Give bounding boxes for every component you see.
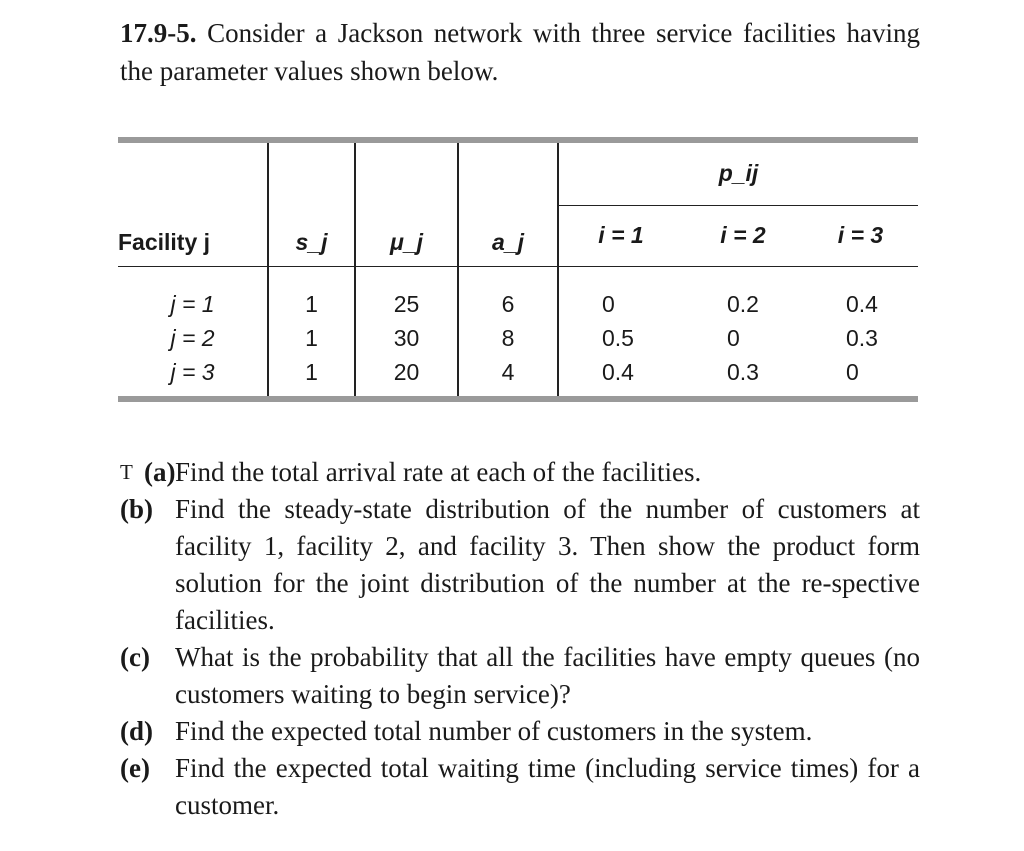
problem-intro xyxy=(120,14,920,90)
parameter-table xyxy=(118,143,918,396)
a-cell: 6 xyxy=(501,290,515,317)
header-facility xyxy=(118,143,268,266)
problem-text: Find the expected total number of customers in the system. xyxy=(175,716,813,746)
p1-column xyxy=(558,266,683,396)
p2-column xyxy=(683,266,803,396)
header-a xyxy=(458,143,558,266)
header-i1-label: i = 1 xyxy=(598,222,644,248)
header-i2 xyxy=(683,205,803,266)
problem-label: (e) xyxy=(120,753,150,783)
header-p-group-label: p_ij xyxy=(718,160,759,187)
a-cell: 4 xyxy=(501,358,515,385)
problem-item xyxy=(120,491,920,639)
a-column xyxy=(458,266,558,396)
problem-text: What is the probability that all the facilities have empty queues (no customers waiting to begin service)? xyxy=(175,642,920,709)
facility-cell: j = 3 xyxy=(170,358,215,385)
problem-text: Find the total arrival rate at each of the facilities. xyxy=(175,457,702,487)
p1-cell: 0 xyxy=(602,290,615,317)
facility-column xyxy=(118,266,268,396)
mu-column xyxy=(355,266,458,396)
p1-cell: 0.4 xyxy=(602,358,634,385)
table-body-row xyxy=(118,266,918,396)
a-cell: 8 xyxy=(501,324,515,351)
p3-cell: 0 xyxy=(846,358,859,385)
table-bottom-rule xyxy=(118,396,918,402)
header-i3 xyxy=(803,205,918,266)
s-cell: 1 xyxy=(305,290,318,317)
header-s-label: s_j xyxy=(295,228,328,255)
facility-cell: j = 2 xyxy=(170,324,215,351)
problem-item xyxy=(120,639,920,713)
problem-label: (b) xyxy=(120,494,153,524)
problem-item xyxy=(120,454,920,491)
problem-label: (d) xyxy=(120,716,153,746)
s-cell: 1 xyxy=(305,358,318,385)
header-i3-label: i = 3 xyxy=(837,222,884,248)
header-facility-label: Facility j xyxy=(118,228,211,255)
header-p-group xyxy=(558,143,918,205)
header-i1 xyxy=(558,205,683,266)
problem-label: (a) xyxy=(144,457,176,487)
p2-cell: 0.3 xyxy=(727,358,759,385)
problem-text: Find the expected total waiting time (including service times) for a customer. xyxy=(175,753,920,820)
problem-text: Find the steady-state distribution of the number of customers at facility 1, facility 2, and facility 3. Then show the product form solution for the joint distribution of the number at the re-spective facilities. xyxy=(175,494,920,635)
p3-cell: 0.3 xyxy=(846,324,878,351)
p3-column xyxy=(803,266,918,396)
header-mu-label: μ_j xyxy=(389,228,424,255)
p2-cell: 0 xyxy=(727,324,740,351)
problem-number: 17.9-5. xyxy=(120,18,197,48)
s-column xyxy=(268,266,355,396)
parameter-table-wrapper xyxy=(118,137,918,402)
mu-cell: 20 xyxy=(393,358,420,385)
problem-label: (c) xyxy=(120,642,150,672)
p3-cell: 0.4 xyxy=(846,290,878,317)
problem-intro-text: Consider a Jackson network with three service facilities having the parameter values shown below. xyxy=(120,18,920,86)
header-i2-label: i = 2 xyxy=(720,222,766,248)
mu-cell: 30 xyxy=(393,324,420,351)
p2-cell: 0.2 xyxy=(727,290,759,317)
problem-item xyxy=(120,750,920,824)
mu-cell: 25 xyxy=(393,290,420,317)
problem-item xyxy=(120,713,920,750)
facility-cell: j = 1 xyxy=(170,290,215,317)
problem-list xyxy=(120,454,920,824)
header-s xyxy=(268,143,355,266)
p1-cell: 0.5 xyxy=(602,324,634,351)
header-mu xyxy=(355,143,458,266)
s-cell: 1 xyxy=(305,324,318,351)
t-marker: T xyxy=(120,460,133,484)
header-a-label: a_j xyxy=(492,228,524,255)
